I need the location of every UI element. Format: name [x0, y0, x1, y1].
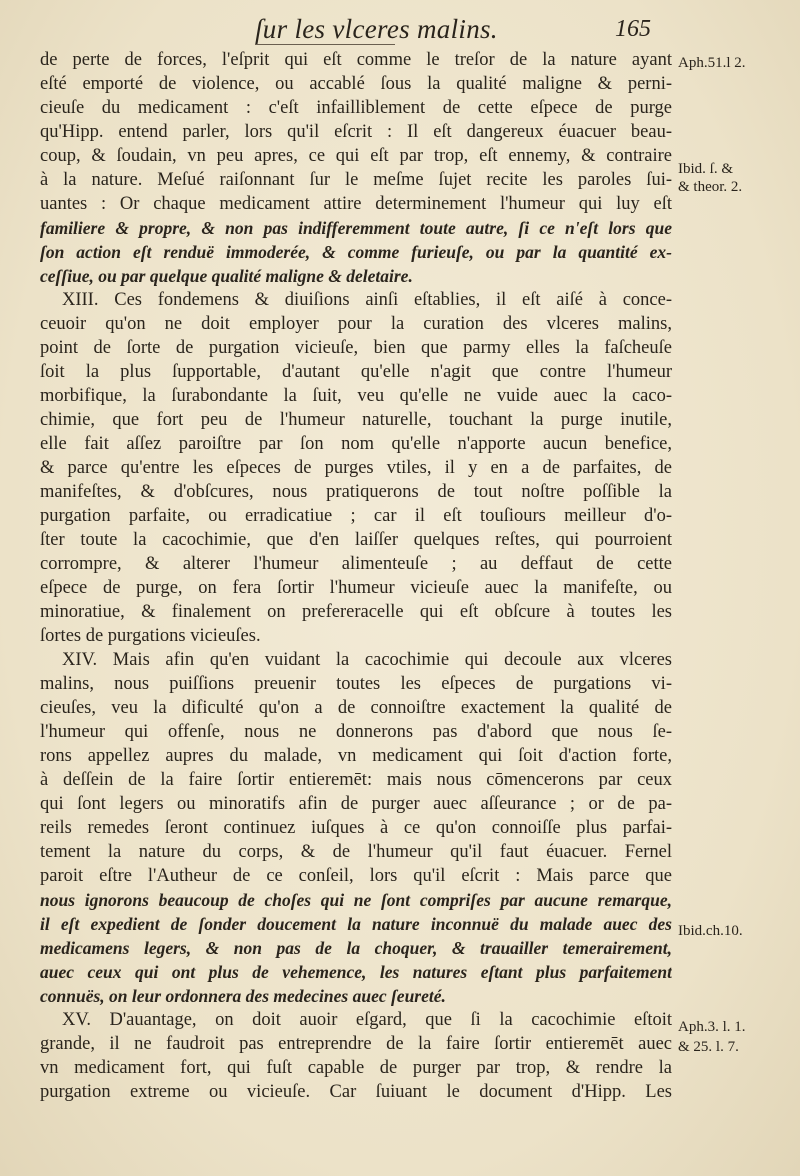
text-line: paroit eſtre l'Autheur de ce conſeil, lors qu'il eſcrit : Mais parce que — [40, 866, 672, 886]
margin-note: Aph.51.l 2. — [678, 55, 746, 71]
text-line: l'humeur qui offenſe, nous ne donnerons pas d'abord que nous ſe- — [40, 722, 672, 742]
text-line: grande, il ne faudroit pas entreprendre de la faire ſortir entieremēt auec — [40, 1034, 672, 1054]
text-line: point de ſorte de purgation vicieuſe, bien que parmy elles la faſcheuſe — [40, 338, 672, 358]
text-line: connuës, on leur ordonnera des medecines auec ſeureté. — [40, 986, 446, 1006]
text-line: reils remedes ſeront continuez iuſques à ce qu'on connoiſſe plus parfai- — [40, 818, 672, 838]
text-line: nous ignorons beaucoup de choſes qui ne ſont compriſes par aucune remarque, — [40, 890, 672, 910]
text-line: ſortes de purgations vicieuſes. — [40, 626, 261, 646]
text-line: ſter toute la cacochimie, que d'en laiſſer quelques reſtes, qui pourroient — [40, 530, 672, 550]
margin-note: & 25. l. 7. — [678, 1039, 739, 1055]
text-line: ceuoir qu'on ne doit employer pour la curation des vlceres malins, — [40, 314, 672, 334]
margin-note: Ibid.ch.10. — [678, 923, 743, 939]
text-line: eſpece de purge, on fera ſortir l'humeur vicieuſe auec la manifeſte, ou — [40, 578, 672, 598]
text-line: purgation parfaite, ou erradicatiue ; car il eſt touſiours meilleur d'o- — [40, 506, 672, 526]
text-line: ceſſiue, ou par quelque qualité maligne & deletaire. — [40, 266, 413, 286]
text-line: malins, nous puiſſions preuenir toutes les eſpeces de purgations vi- — [40, 674, 672, 694]
text-line: auec ceux qui ont plus de vehemence, les natures eſtant plus parfaitement — [40, 962, 672, 982]
running-title: ſur les vlceres malins. — [255, 14, 498, 44]
text-line: minoratiue, & finalement on prefereracelle qui eſt obſcure à toutes les — [40, 602, 672, 622]
text-line: cieuſe du medicament : c'eſt infailliblement de cette eſpece de purge — [40, 98, 672, 118]
margin-note: Aph.3. l. 1. — [678, 1019, 746, 1035]
text-line: elle fait aſſez paroiſtre par ſon nom qu'elle n'apporte aucun benefice, — [40, 434, 672, 454]
text-line: il eſt expedient de ſonder doucement la nature inconnuë du malade auec des — [40, 914, 672, 934]
body-text — [40, 48, 672, 1104]
paragraph-xiv-start: XIV. Mais afin qu'en vuidant la cacochimie qui decoule aux vlceres — [62, 650, 672, 670]
text-line: eſté emporté de violence, ou accablé ſous la qualité maligne & perni- — [40, 74, 672, 94]
text-line: rons appellez aupres du malade, vn medicament qui ſoit d'action forte, — [40, 746, 672, 766]
text-line: tement la nature du corps, & de l'humeur qu'il faut éuacuer. Fernel — [40, 842, 672, 862]
margin-note: & theor. 2. — [678, 179, 743, 195]
text-line: de perte de forces, l'eſprit qui eſt comme le treſor de la nature ayant — [40, 50, 672, 70]
text-line: qu'Hipp. entend parler, lors qu'il eſcrit : Il eſt dangereux éuacuer beau- — [40, 122, 672, 142]
text-line: ſoit la plus ſupportable, d'autant qu'elle n'agit que contre l'humeur — [40, 362, 672, 382]
text-line: morbifique, la ſurabondante la ſuit, veu qu'elle ne vuide auec la caco- — [40, 386, 672, 406]
text-line: cieuſes, veu la dificulté qu'on a de connoiſtre exactement la qualité de — [40, 698, 672, 718]
paragraph-xiii-start: XIII. Ces fondemens & diuiſions ainſi eſtablies, il eſt aiſé à conce- — [62, 290, 672, 310]
text-line: & parce qu'entre les eſpeces de purges vtiles, il y en a de parfaites, de — [40, 458, 672, 478]
text-line: medicamens legers, & non pas de la choquer, & trauailler temerairement, — [40, 938, 672, 958]
text-line: manifeſtes, & d'obſcures, nous pratiquerons de tout noſtre poſſible la — [40, 482, 672, 502]
text-line: ſon action eſt renduë immoderée, & comme furieuſe, ou par la quantité ex- — [40, 242, 672, 262]
text-line: familiere & propre, & non pas indifferemment toute autre, ſi ce n'eſt lors que — [40, 218, 672, 238]
header-rule — [255, 44, 395, 45]
paragraph-xv-start: XV. D'auantage, on doit auoir eſgard, que ſi la cacochimie eſtoit — [62, 1010, 672, 1030]
text-line: chimie, que fort peu de l'humeur naturelle, touchant la purge inutile, — [40, 410, 672, 430]
text-line: coup, & ſoudain, vn peu apres, ce qui eſt par trop, eſt ennemy, & contraire — [40, 146, 672, 166]
text-line: corrompre, & alterer l'humeur alimenteuſe ; au deffaut de cette — [40, 554, 672, 574]
text-line: qui ſont legers ou minoratifs afin de purger auec aſſeurance ; or de pa- — [40, 794, 672, 814]
text-line: vn medicament fort, qui fuſt capable de purger par trop, & rendre la — [40, 1058, 672, 1078]
text-line: uantes : Or chaque medicament attire determinement l'humeur qui luy eſt — [40, 194, 672, 214]
text-line: purgation extreme ou vicieuſe. Car ſuiuant le document d'Hipp. Les — [40, 1082, 672, 1102]
text-line: à la nature. Meſué raiſonnant ſur le meſme ſujet recite les paroles ſui- — [40, 170, 672, 190]
page-number: 165 — [615, 16, 651, 42]
margin-note: Ibid. ſ. & — [678, 161, 733, 177]
text-line: à deſſein de la faire ſortir entieremēt: mais nous cōmencerons par ceux — [40, 770, 672, 790]
